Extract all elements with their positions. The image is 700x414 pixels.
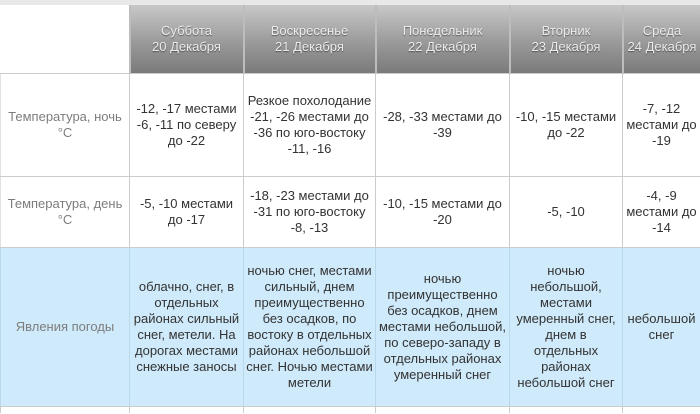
day-date: 21 Декабря xyxy=(275,38,344,54)
cutoff-cell xyxy=(1,406,130,413)
weather-forecast-table xyxy=(0,5,700,413)
day-date: 20 Декабря xyxy=(152,38,221,54)
row-label-temperature-day: Температура, день °C xyxy=(1,176,130,247)
header-row xyxy=(1,5,700,73)
day-date: 23 Декабря xyxy=(531,38,601,54)
day-date: 24 Декабря xyxy=(627,38,697,54)
row-weather-phenomena xyxy=(1,247,700,406)
phenomena-wednesday: небольшой снег xyxy=(623,247,700,406)
phenomena-saturday: облачно, снег, в отдельных районах сильный снег, метели. На дорогах местами снежные заносы xyxy=(130,247,244,406)
temp-day-wednesday: -4, -9 местами до -14 xyxy=(623,176,700,247)
day-name: Суббота xyxy=(161,22,212,38)
row-label-temperature-night: Температура, ночь °C xyxy=(1,73,130,176)
phenomena-tuesday: ночью небольшой, местами умеренный снег, днем в отдельных районах небольшой снег xyxy=(510,247,623,406)
temp-night-sunday: Резкое похолодание -21, -26 местами до -36 по юго-востоку -11, -16 xyxy=(244,73,376,176)
day-name: Воскресенье xyxy=(270,22,349,38)
day-date: 22 Декабря xyxy=(408,38,477,54)
cutoff-cell xyxy=(376,406,510,413)
day-header-tuesday xyxy=(510,5,623,73)
day-header-monday xyxy=(376,5,510,73)
cutoff-cell xyxy=(510,406,623,413)
phenomena-sunday: ночью снег, местами сильный, днем преимущественно без осадков, по востоку в отдельных районах небольшой снег. Ночью местами метели xyxy=(244,247,376,406)
temp-day-tuesday: -5, -10 xyxy=(510,176,623,247)
phenomena-monday: ночью преимущественно без осадков, днем местами небольшой, по северо-западу в отдельных районах умеренный снег xyxy=(376,247,510,406)
row-temperature-day xyxy=(1,176,700,247)
temp-night-wednesday: -7, -12 местами до -19 xyxy=(623,73,700,176)
row-cutoff xyxy=(1,406,700,413)
day-name: Среда xyxy=(642,22,682,38)
temp-day-monday: -10, -15 местами до -20 xyxy=(376,176,510,247)
temp-day-saturday: -5, -10 местами до -17 xyxy=(130,176,244,247)
temp-night-saturday: -12, -17 местами -6, -11 по северу до -22 xyxy=(130,73,244,176)
corner-cell xyxy=(1,5,130,73)
day-name: Понедельник xyxy=(402,22,483,38)
cutoff-cell xyxy=(130,406,244,413)
day-name: Вторник xyxy=(541,22,591,38)
temp-night-monday: -28, -33 местами до -39 xyxy=(376,73,510,176)
row-label-weather-phenomena: Явления погоды xyxy=(1,247,130,406)
cutoff-cell xyxy=(623,406,700,413)
temp-night-tuesday: -10, -15 местами до -22 xyxy=(510,73,623,176)
row-temperature-night xyxy=(1,73,700,176)
day-header-wednesday xyxy=(623,5,700,73)
day-header-saturday xyxy=(130,5,244,73)
cutoff-cell xyxy=(244,406,376,413)
temp-day-sunday: -18, -23 местами до -31 по юго-востоку -8, -13 xyxy=(244,176,376,247)
day-header-sunday xyxy=(244,5,376,73)
